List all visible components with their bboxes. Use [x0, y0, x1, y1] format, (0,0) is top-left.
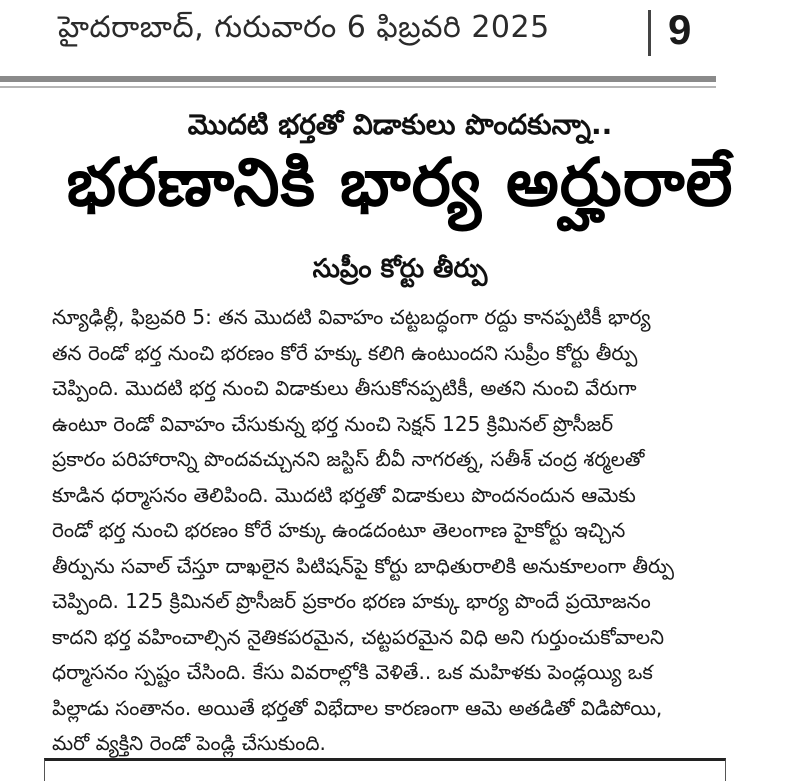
next-article-box: [44, 758, 726, 781]
article-line: కాదని భర్త వహించాల్సిన నైతికపరమైన, చట్టపరమైన విధి అని గుర్తుంచుకోవాలని: [52, 624, 665, 649]
article-line: చెప్పింది. మొదటి భర్త నుంచి విడాకులు తీసుకోనప్పటికీ, అతని నుంచి వేరుగా: [52, 376, 637, 400]
article-line: కూడిన ధర్మాసనం తెలిపింది. మొదటి భర్తతో విడాకులు పొందనందున ఆమెకు: [52, 482, 636, 507]
article-line: ధర్మాసనం స్పష్టం చేసింది. కేసు వివరాల్లోకి వెళితే.. ఒక మహిళకు పెండ్లయ్యి ఒక: [52, 660, 653, 684]
page-number: 9: [668, 6, 692, 53]
article-line: తీర్పును సవాల్ చేస్తూ దాఖలైన పిటిషన్‌పై కోర్టు బాధితురాలికి అనుకూలంగా తీర్పు: [52, 553, 675, 578]
article-kicker: మొదటి భర్తతో విడాకులు పొందకున్నా..: [187, 108, 613, 141]
article-line: పిల్లాడు సంతానం. అయితే భర్తతో విభేదాల కారణంగా ఆమె అతడితో విడిపోయి,: [52, 695, 663, 720]
masthead-divider: [648, 10, 651, 56]
article-line: ఉంటూ రెండో వివాహం చేసుకున్న భర్త నుంచి సెక్షన్ 125 క్రిమినల్ ప్రొసీజర్: [52, 411, 614, 436]
article-line: చెప్పింది. 125 క్రిమినల్ ప్రొసీజర్ ప్రకారం భరణ హక్కు భార్య పొందే ప్రయోజనం: [52, 589, 651, 613]
article-line: రెండో భర్త నుంచి భరణం కోరే హక్కు ఉండదంటూ తెలంగాణ హైకోర్టు ఇచ్చిన: [52, 518, 626, 542]
article-headline: భరణానికి భార్య అర్హురాలే: [66, 144, 734, 221]
masthead: [0, 0, 800, 80]
article-line: ప్రకారం పరిహారాన్ని పొందవచ్చునని జస్టిస్ బీవీ నాగరత్న, సతీశ్ చంద్ర శర్మలతో: [52, 447, 645, 471]
article-line: తన రెండో భర్త నుంచి భరణం కోరే హక్కు కలిగి ఉంటుందని సుప్రీం కోర్టు తీర్పు: [52, 340, 638, 365]
header-rule-thick: [0, 76, 716, 82]
dateline: హైదరాబాద్, గురువారం 6 ఫిబ్రవరి 2025: [58, 10, 550, 45]
article-line: న్యూఢిల్లీ, ఫిబ్రవరి 5: తన మొదటి వివాహం చట్టబద్ధంగా రద్దు కానప్పటికీ భార్య: [52, 305, 651, 329]
article-line: మరో వ్యక్తిని రెండో పెండ్లి చేసుకుంది.: [52, 731, 326, 755]
article-subhead: సుప్రీం కోర్టు తీర్పు: [312, 254, 488, 284]
article-body: [52, 300, 712, 762]
header-rule-thin: [0, 86, 716, 88]
